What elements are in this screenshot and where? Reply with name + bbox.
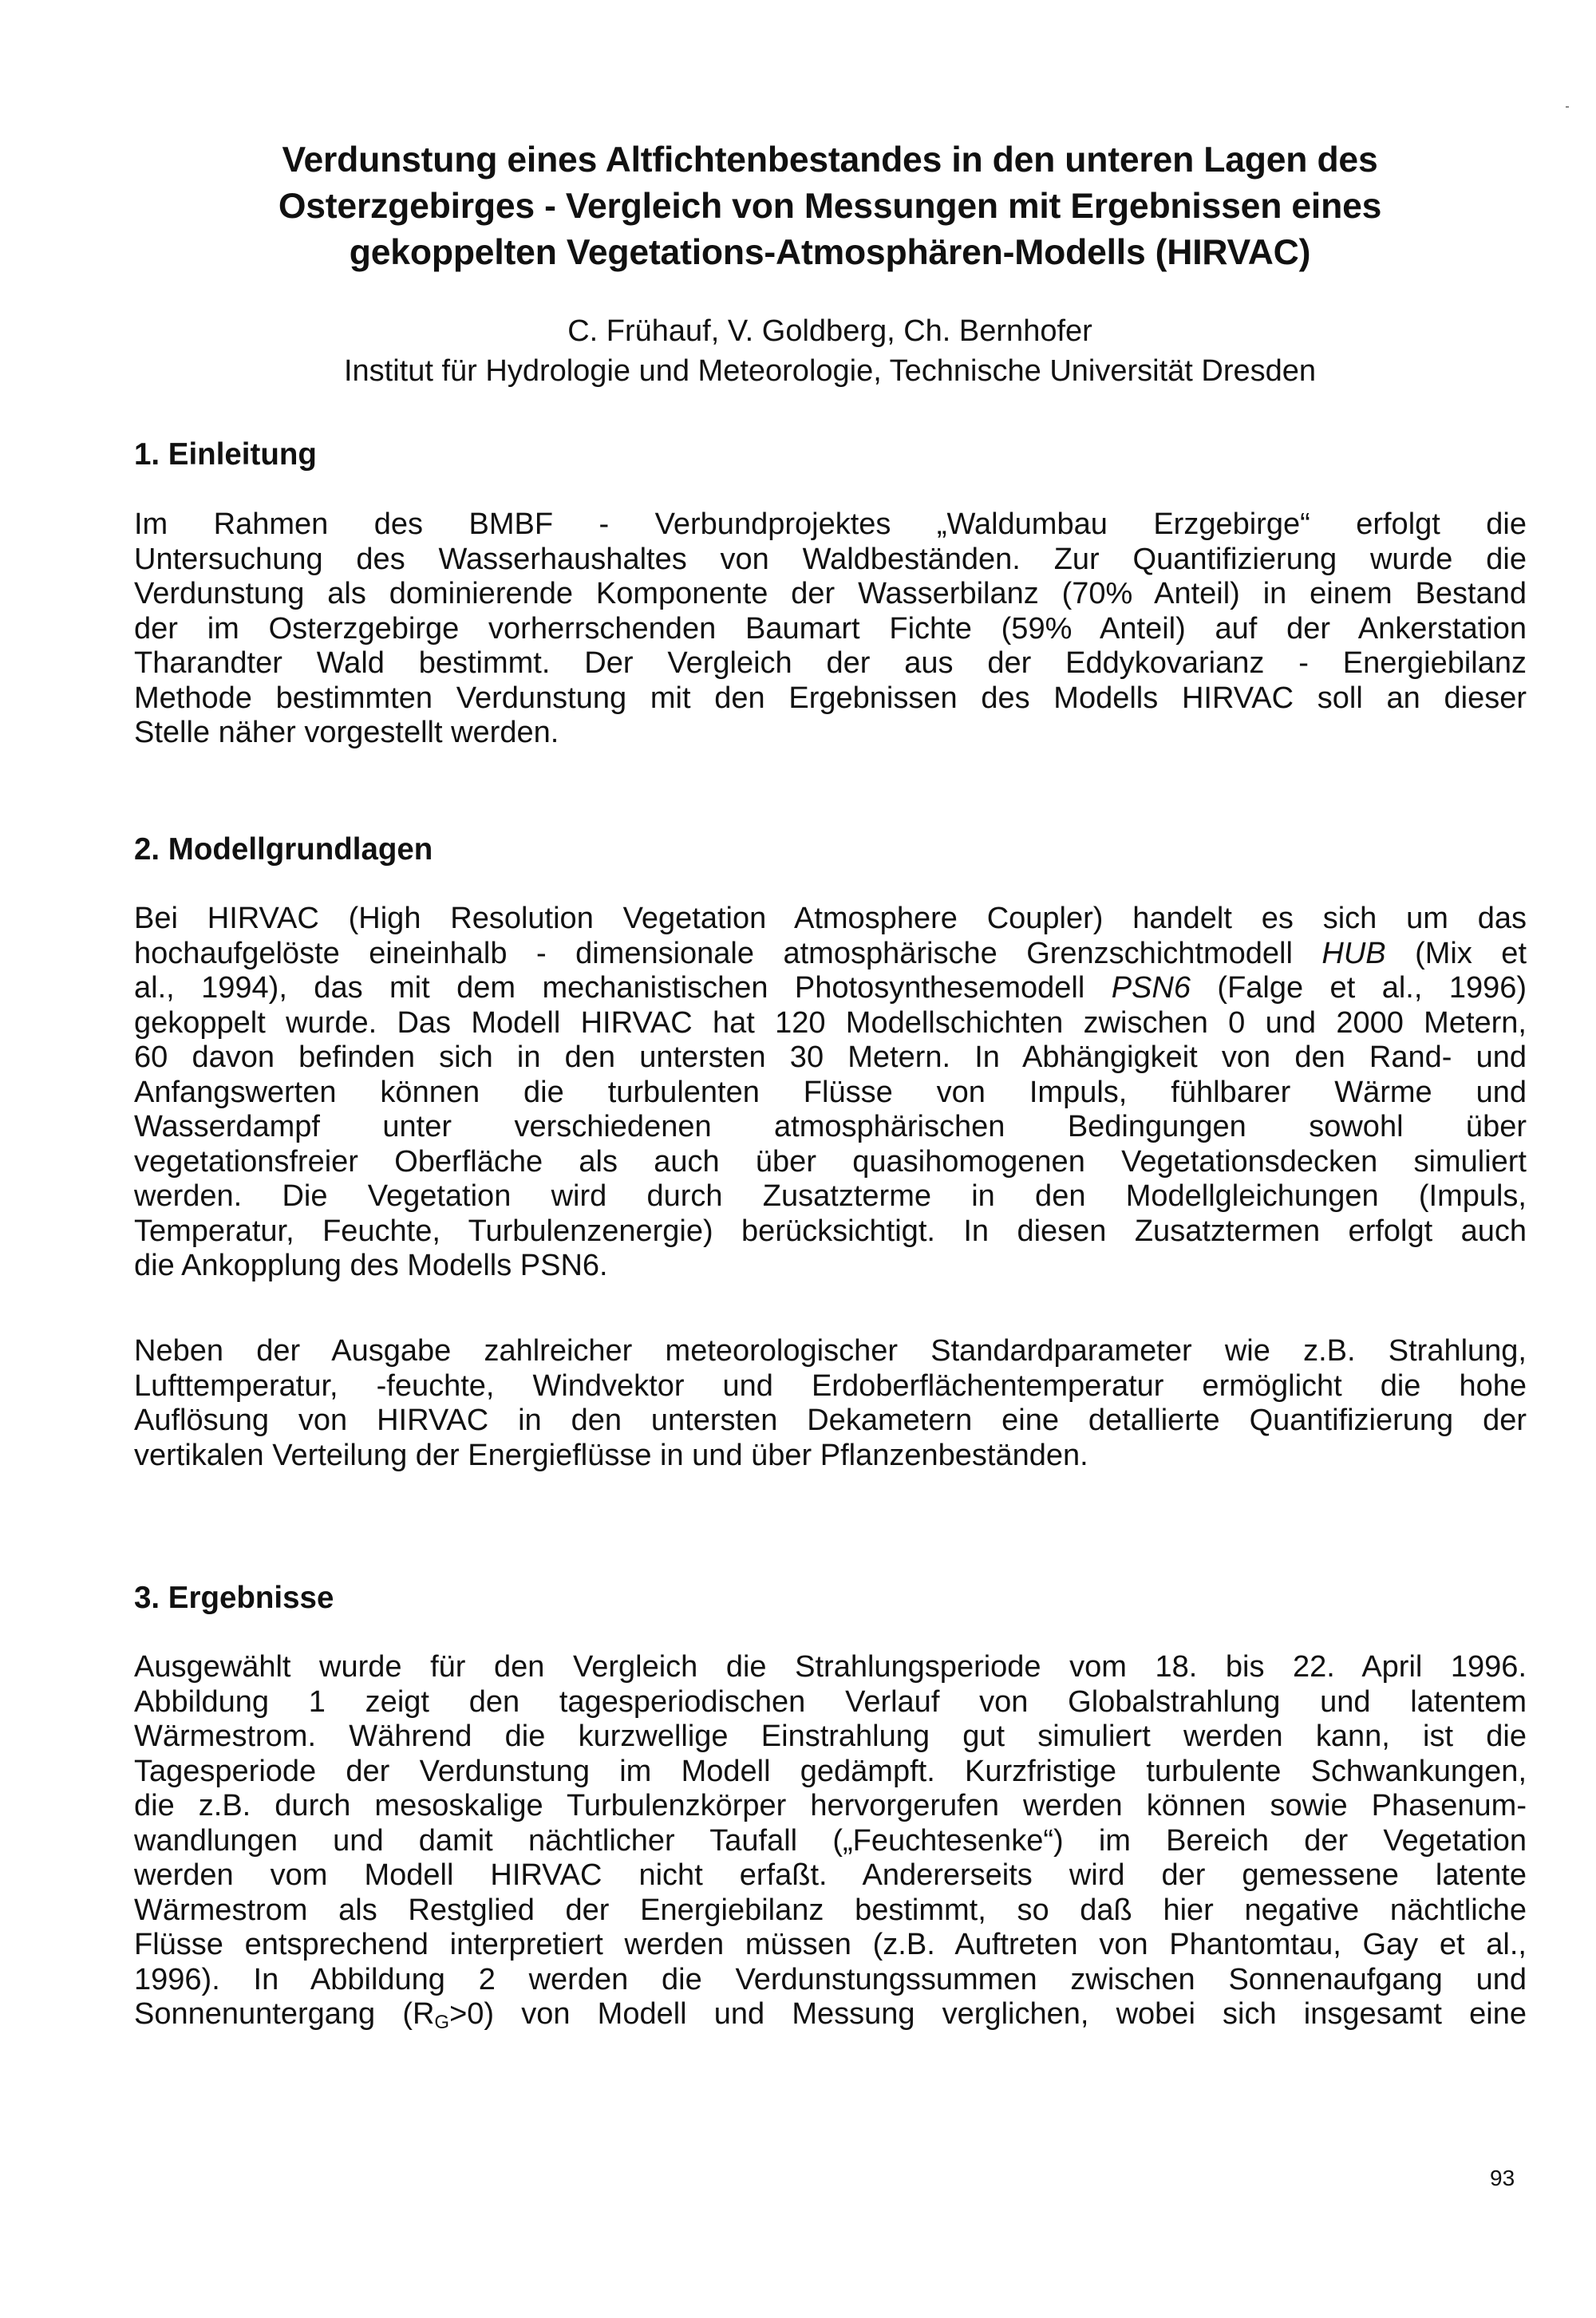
text-line: Auflösung von HIRVAC in den untersten Dekametern eine detallierte Quantifizierung der xyxy=(134,1404,1527,1437)
text-line: Wärmestrom als Restglied der Energiebilanz bestimmt, so daß hier negative nächtliche xyxy=(134,1893,1527,1927)
text-line: Bei HIRVAC (High Resolution Vegetation Atmosphere Coupler) handelt es sich um das xyxy=(134,902,1527,935)
text-line: Tagesperiode der Verdunstung im Modell gedämpft. Kurzfristige turbulente Schwankungen, xyxy=(134,1754,1527,1788)
text-line: Tharandter Wald bestimmt. Der Vergleich der aus der Eddykovarianz - Energiebilanz xyxy=(134,646,1527,680)
author-names: C. Frühauf, V. Goldberg, Ch. Bernhofer xyxy=(567,314,1092,348)
text-line: Neben der Ausgabe zahlreicher meteorologischer Standardparameter wie z.B. Strahlung, xyxy=(134,1334,1527,1368)
title-line: Osterzgebirges - Vergleich von Messungen mit Ergebnissen eines xyxy=(278,187,1382,226)
text-line: werden vom Modell HIRVAC nicht erfaßt. Andererseits wird der gemessene latente xyxy=(134,1858,1527,1892)
text-line: Untersuchung des Wasserhaushaltes von Waldbeständen. Zur Quantifizierung wurde die xyxy=(134,542,1527,576)
text-line: Methode bestimmten Verdunstung mit den Ergebnissen des Modells HIRVAC soll an dieser xyxy=(134,681,1527,715)
title-line: Verdunstung eines Altfichtenbestandes in den unteren Lagen des xyxy=(282,140,1378,180)
text-line: wandlungen und damit nächtlicher Taufall („Feuchtesenke“) im Bereich der Vegetation xyxy=(134,1823,1527,1858)
paragraph-ergebnisse xyxy=(134,1650,1527,2032)
text-line: werden. Die Vegetation wird durch Zusatzterme in den Modellgleichungen (Impuls, xyxy=(134,1179,1527,1213)
affiliation: Institut für Hydrologie und Meteorologie, Technische Universität Dresden xyxy=(343,354,1317,388)
text-line: Flüsse entsprechend interpretiert werden müssen (z.B. Auftreten von Phantomtau, Gay et al., xyxy=(134,1928,1527,1961)
section-heading-einleitung: 1. Einleitung xyxy=(134,437,317,472)
text-line: al., 1994), das mit dem mechanistischen Photosynthesemodell PSN6 (Falge et al., 1996) xyxy=(134,971,1527,1005)
section-heading-ergebnisse: 3. Ergebnisse xyxy=(134,1581,334,1615)
text-line: 1996). In Abbildung 2 werden die Verdunstungssummen zwischen Sonnenaufgang und xyxy=(134,1962,1527,1996)
text-line: gekoppelt wurde. Das Modell HIRVAC hat 120 Modellschichten zwischen 0 und 2000 Metern, xyxy=(134,1005,1527,1040)
text-line: vertikalen Verteilung der Energieflüsse in und über Pflanzenbeständen. xyxy=(134,1438,1088,1472)
text-line: Wärmestrom. Während die kurzwellige Einstrahlung gut simuliert werden kann, ist die xyxy=(134,1720,1527,1753)
text-line: Stelle näher vorgestellt werden. xyxy=(134,716,559,749)
text-line: Ausgewählt wurde für den Vergleich die Strahlungsperiode vom 18. bis 22. April 1996. xyxy=(134,1650,1527,1684)
paragraph-modellgrundlagen-2 xyxy=(134,1334,1527,1473)
text-line: die z.B. durch mesoskalige Turbulenzkörper hervorgerufen werden können sowie Phasenum- xyxy=(134,1789,1527,1822)
text-line-with-subscript xyxy=(134,1997,1527,2032)
text-line: Abbildung 1 zeigt den tagesperiodischen Verlauf von Globalstrahlung und latentem xyxy=(134,1684,1527,1719)
text-line: Verdunstung als dominierende Komponente der Wasserbilanz (70% Anteil) in einem Bestand xyxy=(134,577,1527,610)
paragraph-einleitung xyxy=(134,507,1527,751)
text-line: Wasserdampf unter verschiedenen atmosphärischen Bedingungen sowohl über xyxy=(134,1110,1527,1143)
text-line: 60 davon befinden sich in den untersten 30 Metern. In Abhängigkeit von den Rand- und xyxy=(134,1041,1527,1074)
text-line: die Ankopplung des Modells PSN6. xyxy=(134,1249,608,1282)
italic-term: PSN6 xyxy=(1111,971,1191,1005)
paragraph-modellgrundlagen-1 xyxy=(134,902,1527,1284)
text-line: hochaufgelöste eineinhalb - dimensionale atmosphärische Grenzschichtmodell HUB (Mix et xyxy=(134,936,1527,970)
section-heading-modellgrundlagen: 2. Modellgrundlagen xyxy=(134,832,433,867)
text-line: Lufttemperatur, -feuchte, Windvektor und Erdoberflächentemperatur ermöglicht die hohe xyxy=(134,1368,1527,1403)
page-number: 93 xyxy=(1490,2166,1515,2190)
title-line: gekoppelten Vegetations-Atmosphären-Modells (HIRVAC) xyxy=(349,233,1311,272)
text-line: Temperatur, Feuchte, Turbulenzenergie) berücksichtigt. In diesen Zusatztermen erfolgt auch xyxy=(134,1214,1527,1248)
italic-term: HUB xyxy=(1321,936,1386,970)
text-line: der im Osterzgebirge vorherrschenden Baumart Fichte (59% Anteil) auf der Ankerstation xyxy=(134,611,1527,646)
text-line: Anfangswerten können die turbulenten Flüsse von Impuls, fühlbarer Wärme und xyxy=(134,1075,1527,1109)
subscript-g: G xyxy=(434,2012,450,2033)
paper-title xyxy=(144,137,1516,276)
text-line: vegetationsfreier Oberfläche als auch über quasihomogenen Vegetationsdecken simuliert xyxy=(134,1144,1527,1179)
scan-artifact xyxy=(1566,106,1569,108)
text-line: Im Rahmen des BMBF - Verbundprojektes „Waldumbau Erzgebirge“ erfolgt die xyxy=(134,507,1527,541)
text-fragment: Sonnenuntergang (R xyxy=(134,1997,435,2031)
text-fragment: >0) von Modell und Messung verglichen, wobei sich insgesamt eine xyxy=(449,1997,1527,2031)
author-block xyxy=(144,311,1516,391)
